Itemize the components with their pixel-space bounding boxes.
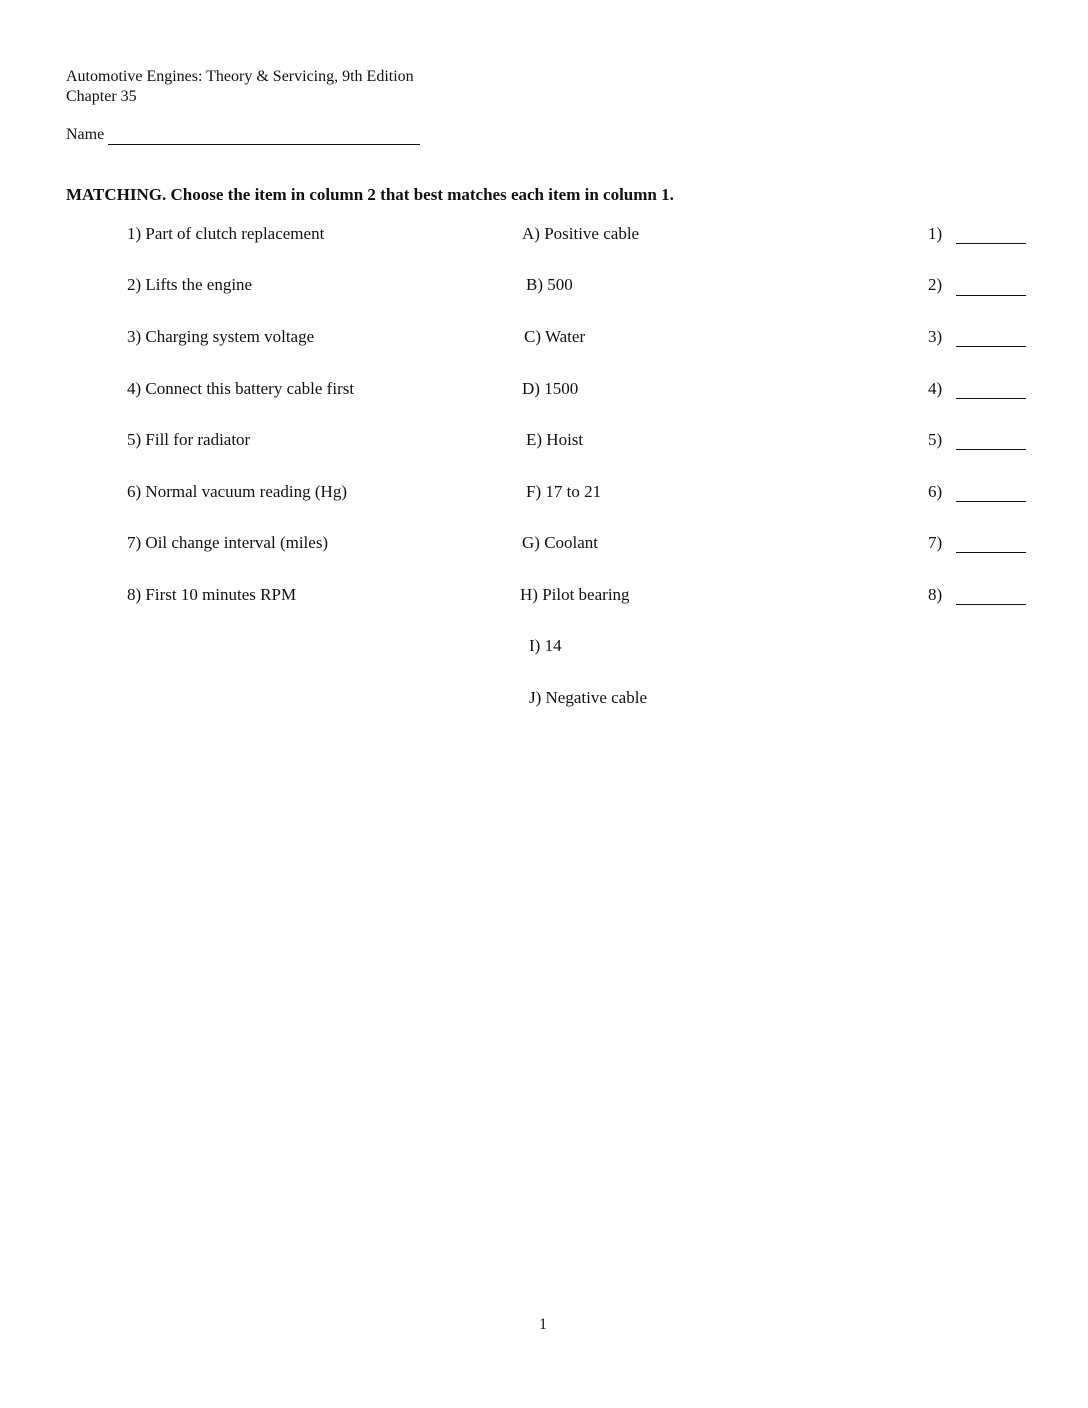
option-a: A) Positive cable (522, 224, 640, 243)
answer-number-8: 8) (928, 585, 943, 604)
name-field[interactable] (108, 144, 420, 145)
answer-blank-5[interactable] (956, 449, 1026, 450)
answer-number-2: 2) (928, 275, 943, 294)
answer-number-4: 4) (928, 379, 943, 398)
question-7: 7) Oil change interval (miles) (127, 533, 329, 552)
answer-blank-6[interactable] (956, 501, 1026, 502)
answer-number-5: 5) (928, 430, 943, 449)
option-d: D) 1500 (522, 379, 579, 398)
answer-blank-7[interactable] (956, 552, 1026, 553)
question-1: 1) Part of clutch replacement (127, 224, 325, 243)
question-3: 3) Charging system voltage (127, 327, 315, 346)
option-f: F) 17 to 21 (526, 482, 602, 501)
answer-number-7: 7) (928, 533, 943, 552)
option-i: I) 14 (529, 636, 562, 655)
answer-blank-4[interactable] (956, 398, 1026, 399)
name-label: Name (66, 126, 105, 143)
answer-blank-2[interactable] (956, 295, 1026, 296)
option-j: J) Negative cable (529, 688, 647, 707)
chapter-label: Chapter 35 (66, 88, 137, 105)
instructions: MATCHING. Choose the item in column 2 that best matches each item in column 1. (66, 185, 674, 204)
question-5: 5) Fill for radiator (127, 430, 251, 449)
answer-blank-8[interactable] (956, 604, 1026, 605)
option-h: H) Pilot bearing (520, 585, 630, 604)
option-b: B) 500 (526, 275, 573, 294)
answer-number-6: 6) (928, 482, 943, 501)
question-2: 2) Lifts the engine (127, 275, 253, 294)
answer-blank-1[interactable] (956, 243, 1026, 244)
book-title: Automotive Engines: Theory & Servicing, 9th Edition (66, 68, 414, 85)
question-4: 4) Connect this battery cable first (127, 379, 355, 398)
page-number: 1 (539, 1316, 547, 1333)
option-e: E) Hoist (526, 430, 584, 449)
answer-number-1: 1) (928, 224, 943, 243)
answer-blank-3[interactable] (956, 346, 1026, 347)
question-8: 8) First 10 minutes RPM (127, 585, 297, 604)
answer-number-3: 3) (928, 327, 943, 346)
question-6: 6) Normal vacuum reading (Hg) (127, 482, 347, 501)
option-g: G) Coolant (522, 533, 599, 552)
option-c: C) Water (524, 327, 586, 346)
